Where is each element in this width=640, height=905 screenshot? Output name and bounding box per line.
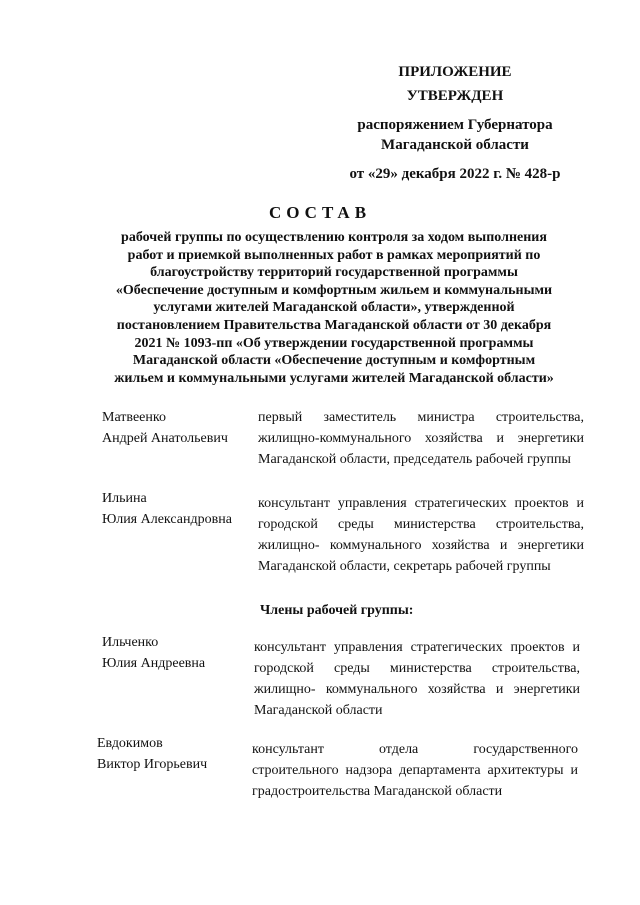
- member-given-names: Андрей Анатольевич: [102, 431, 228, 446]
- member-surname: Ильина: [102, 491, 147, 506]
- member-name-secretary: [102, 488, 232, 530]
- role-line: первый заместитель министра строительства,: [258, 410, 584, 425]
- role-line: Магаданской области, председатель рабочей группы: [258, 452, 571, 467]
- approval-region: Магаданской области: [381, 137, 529, 153]
- member-name-chair: [102, 407, 228, 449]
- member-surname: Ильченко: [102, 635, 159, 650]
- role-line: консультант управления стратегических проектов и: [258, 496, 584, 511]
- role-line: консультант управления стратегических проектов и: [254, 640, 580, 655]
- role-line: строительного надзора департамента архитектуры и: [252, 763, 578, 778]
- subtitle-line: «Обеспечение доступным и комфортным жильем и коммунальными: [115, 282, 553, 298]
- subtitle-line: постановлением Правительства Магаданской области от 30 декабря: [116, 317, 552, 333]
- role-line: Магаданской области: [254, 703, 383, 718]
- document-title: СОСТАВ: [268, 203, 372, 222]
- role-line: городской среды министерства строительства,: [258, 517, 584, 532]
- subtitle-line: работ и приемкой выполненных работ в рамках мероприятий по: [127, 247, 541, 263]
- approval-block: [330, 62, 580, 184]
- role-line: консультант отдела государственного: [252, 742, 578, 757]
- member-given-names: Виктор Игорьевич: [97, 757, 208, 772]
- subtitle-line: рабочей группы по осуществлению контроля за ходом выполнения: [121, 230, 547, 245]
- subtitle-line: жильем и коммунальными услугами жителей Магаданской области»: [114, 370, 554, 386]
- approval-authority: распоряжением Губернатора: [357, 117, 553, 133]
- role-line: городской среды министерства строительства,: [254, 661, 580, 676]
- member-surname: Евдокимов: [97, 736, 163, 751]
- role-line: жилищно- коммунального хозяйства и энергетики: [258, 538, 584, 553]
- appendix-label: ПРИЛОЖЕНИЕ: [398, 64, 512, 80]
- role-line: градостроительства Магаданской области: [252, 784, 503, 799]
- members-heading: Члены рабочей группы:: [260, 603, 414, 618]
- member-name: [102, 632, 205, 674]
- approved-label: УТВЕРЖДЕН: [406, 88, 504, 104]
- member-surname: Матвеенко: [102, 410, 166, 425]
- subtitle-line: услугами жителей Магаданской области», утвержденной: [153, 300, 515, 316]
- member-given-names: Юлия Андреевна: [102, 656, 206, 671]
- member-role: [254, 637, 580, 721]
- role-line: жилищно- коммунального хозяйства и энергетики: [254, 682, 580, 697]
- member-given-names: Юлия Александровна: [102, 512, 232, 527]
- subtitle-line: благоустройству территорий государственной программы: [150, 265, 518, 281]
- subtitle-line: Магаданской области «Обеспечение доступным и комфортным: [132, 353, 536, 369]
- member-role-secretary: [258, 493, 584, 577]
- role-line: жилищно-коммунального хозяйства и энергетики: [258, 431, 584, 446]
- approval-date-number: от «29» декабря 2022 г. № 428-р: [349, 166, 561, 182]
- document-subtitle: [94, 229, 574, 387]
- subtitle-line: 2021 № 1093-пп «Об утверждении государственной программы: [134, 335, 534, 351]
- member-name: [97, 733, 207, 775]
- member-role-chair: [258, 407, 584, 470]
- role-line: Магаданской области, секретарь рабочей группы: [258, 559, 551, 574]
- member-role: [252, 739, 578, 802]
